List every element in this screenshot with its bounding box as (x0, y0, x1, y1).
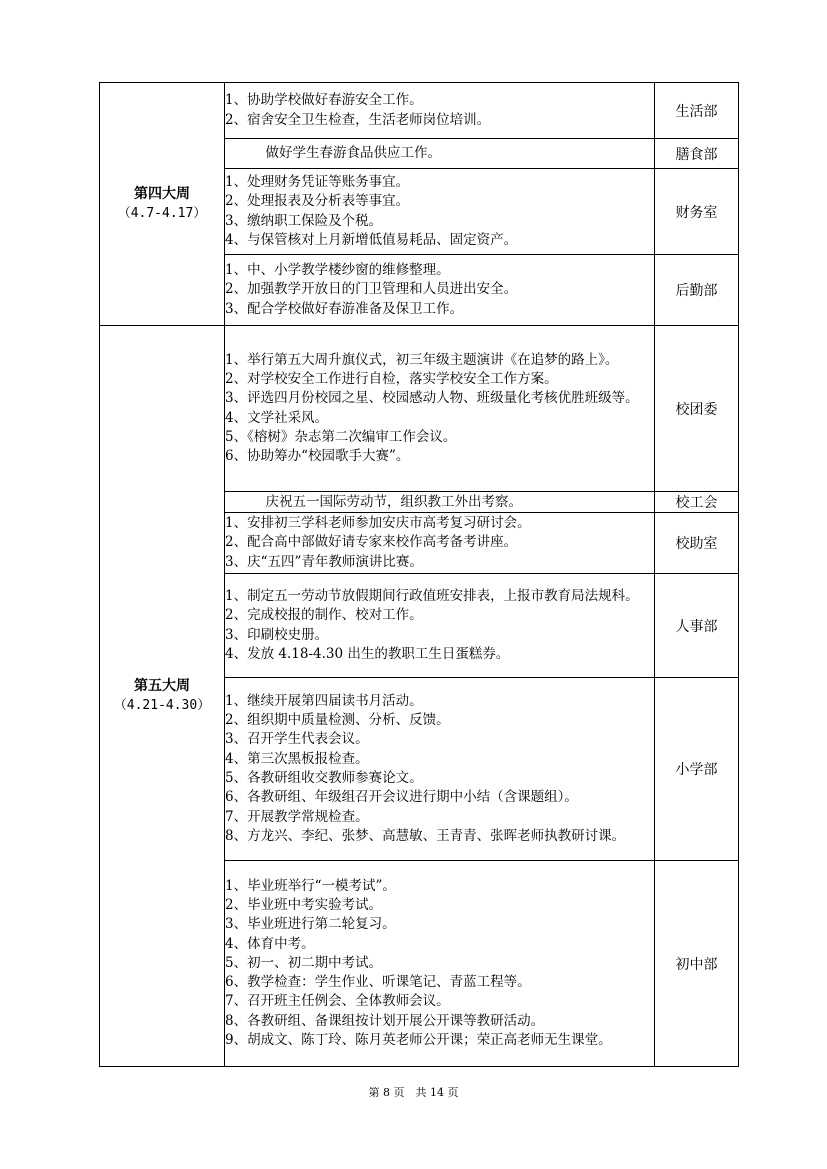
task-cell (225, 574, 655, 678)
task-item: 4、文学社采风。 (225, 409, 329, 426)
task-item: 1、举行第五大周升旗仪式，初三年级主题演讲《在追梦的路上》。 (225, 351, 619, 368)
week-dates: （4.21-4.30） (113, 698, 211, 713)
task-item: 3、毕业班进行第二轮复习。 (225, 916, 396, 933)
task-item: 7、开展教学常规检查。 (225, 808, 369, 825)
department-label: 膳食部 (655, 139, 739, 169)
task-item: 6、各教研组、年级组召开会议进行期中小结（含课题组）。 (225, 789, 578, 806)
task-item: 6、协助筹办“校园歌手大赛”。 (225, 448, 410, 465)
schedule-table (99, 82, 739, 1067)
task-item: 1、中、小学教学楼纱窗的维修整理。 (225, 262, 450, 279)
task-cell (225, 255, 655, 326)
task-item: 1、毕业班举行“一模考试”。 (225, 877, 396, 894)
department-label: 小学部 (655, 678, 739, 861)
task-item: 1、处理财务凭证等账务事宜。 (225, 173, 410, 190)
task-item: 3、召开学生代表会议。 (225, 731, 369, 748)
task-item: 1、安排初三学科老师参加安庆市高考复习研讨会。 (225, 515, 531, 532)
week-dates: （4.7-4.17） (117, 206, 207, 221)
task-item: 2、加强教学开放日的门卫管理和人员进出安全。 (225, 281, 518, 298)
task-item: 8、方龙兴、李纪、张梦、高慧敏、王青青、张晖老师执教研讨课。 (225, 827, 626, 844)
week-title: 第五大周 (134, 678, 190, 694)
task-cell: 做好学生春游食品供应工作。 (225, 139, 655, 169)
task-item: 4、发放 4.18-4.30 出生的教职工生日蛋糕券。 (225, 645, 510, 662)
page-footer: 第 8 页 共 14 页 (368, 1086, 459, 1099)
task-item: 2、配合高中部做好请专家来校作高考备考讲座。 (225, 534, 518, 551)
table-row (100, 326, 739, 492)
task-cell (225, 83, 655, 139)
task-item: 1、协助学校做好春游安全工作。 (225, 92, 423, 109)
department-label: 人事部 (655, 574, 739, 678)
department-label: 生活部 (655, 83, 739, 139)
table-row (100, 83, 739, 139)
task-item: 3、配合学校做好春游准备及保卫工作。 (225, 300, 464, 317)
department-label: 校助室 (655, 513, 739, 574)
task-cell (225, 326, 655, 492)
task-cell (225, 861, 655, 1067)
task-item: 3、庆“五四”青年教师演讲比赛。 (225, 553, 423, 570)
task-item: 4、第三次黑板报检查。 (225, 750, 369, 767)
department-label: 财务室 (655, 169, 739, 255)
task-item: 4、体育中考。 (225, 935, 315, 952)
task-item: 5、初一、初二期中考试。 (225, 954, 383, 971)
task-cell: 庆祝五一国际劳动节，组织教工外出考察。 (225, 492, 655, 513)
task-item: 3、印刷校史册。 (225, 626, 329, 643)
task-item: 3、评选四月份校园之星、校园感动人物、班级量化考核优胜班级等。 (225, 390, 639, 407)
task-item: 2、宿舍安全卫生检查，生活老师岗位培训。 (225, 111, 491, 128)
task-item: 2、处理报表及分析表等事宜。 (225, 193, 410, 210)
task-item: 6、教学检查：学生作业、听课笔记、青蓝工程等。 (225, 974, 531, 991)
department-label: 校工会 (655, 492, 739, 513)
task-item: 8、各教研组、备课组按计划开展公开课等教研活动。 (225, 1012, 545, 1029)
task-item: 5、各教研组收交教师参赛论文。 (225, 770, 423, 786)
task-item: 9、胡成文、陈丁玲、陈月英老师公开课；荣正高老师无生课堂。 (225, 1032, 612, 1049)
week-title: 第四大周 (134, 186, 190, 202)
department-label: 校团委 (655, 326, 739, 492)
task-item: 2、对学校安全工作进行自检，落实学校安全工作方案。 (225, 370, 558, 387)
task-item: 7、召开班主任例会、全体教师会议。 (225, 993, 450, 1010)
task-cell (225, 169, 655, 255)
task-item: 2、完成校报的制作、校对工作。 (225, 607, 423, 624)
week-cell (100, 83, 225, 326)
department-label: 初中部 (655, 861, 739, 1067)
task-item: 3、缴纳职工保险及个税。 (225, 212, 383, 229)
task-item: 2、毕业班中考实验考试。 (225, 896, 383, 913)
department-label: 后勤部 (655, 255, 739, 326)
task-cell (225, 678, 655, 861)
task-item: 1、继续开展第四届读书月活动。 (225, 692, 423, 709)
task-item: 1、制定五一劳动节放假期间行政值班安排表，上报市教育局法规科。 (225, 587, 639, 604)
task-item: 4、与保管核对上月新增低值易耗品、固定资产。 (225, 231, 518, 248)
task-item: 5、《榕树》杂志第二次编审工作会议。 (225, 428, 457, 445)
week-cell (100, 326, 225, 1067)
task-item: 2、组织期中质量检测、分析、反馈。 (225, 712, 450, 729)
task-cell (225, 513, 655, 574)
